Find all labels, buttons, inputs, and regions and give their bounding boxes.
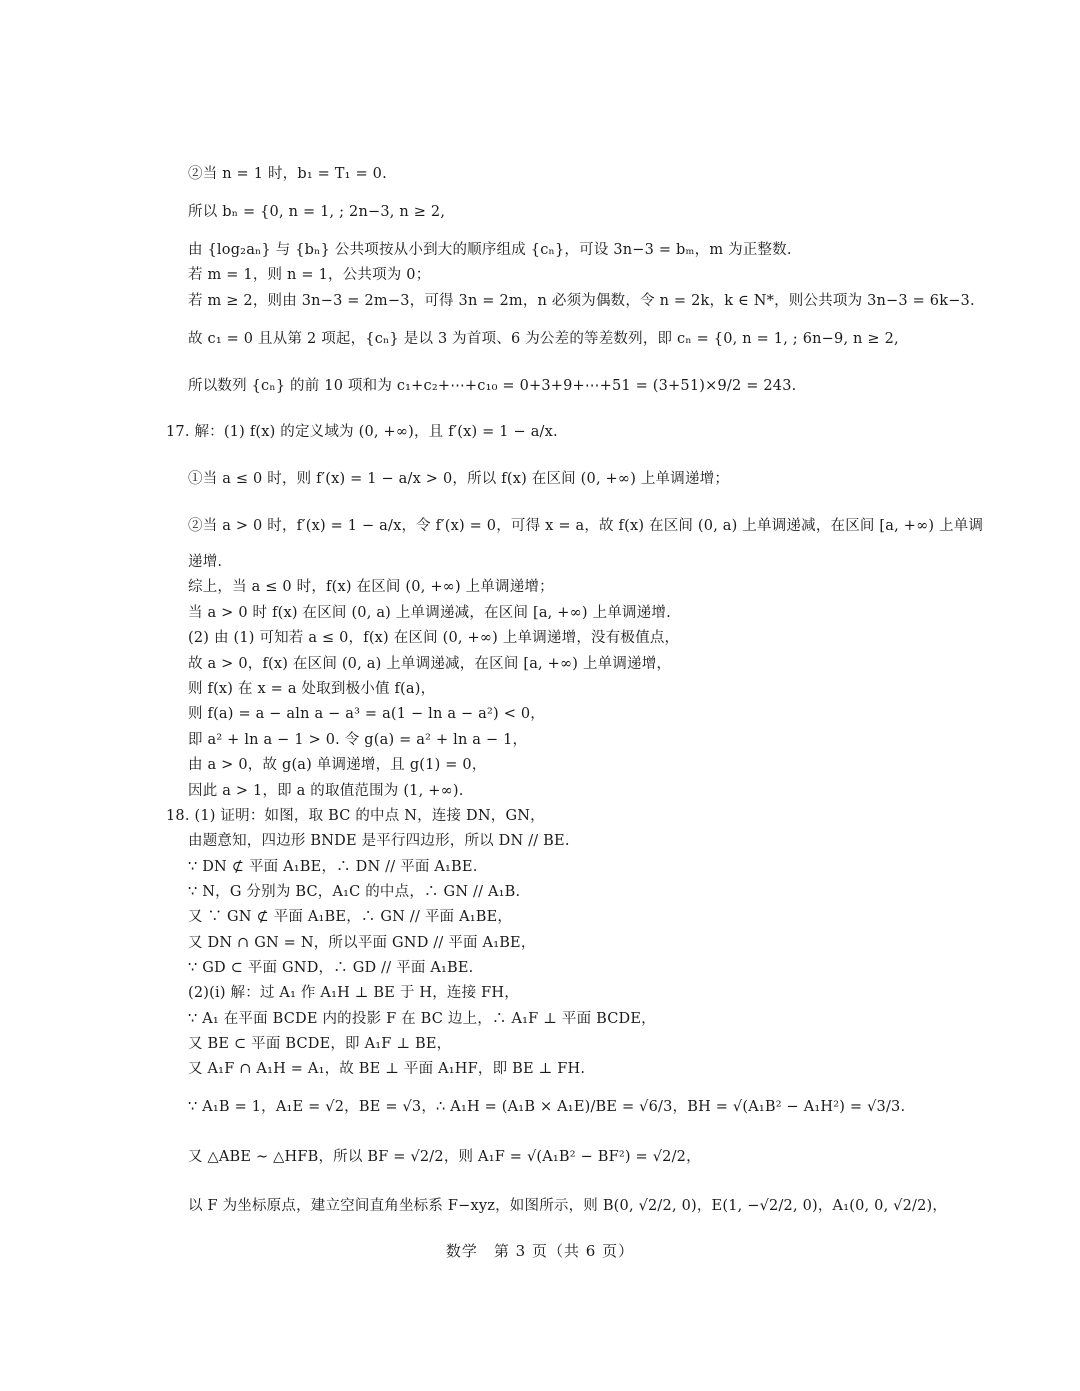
question-17-heading: 17. 解：(1) f(x) 的定义域为 (0, +∞)，且 f′(x) = 1 − a/x. (166, 424, 558, 440)
text-line: 当 a > 0 时 f(x) 在区间 (0, a) 上单调递减，在区间 [a, +∞) 上单调递增. (188, 605, 671, 621)
text-line: 以 F 为坐标原点，建立空间直角坐标系 F−xyz，如图所示，则 B(0, √2/2, 0)，E(1, −√2/2, 0)，A₁(0, 0, √2/2)， (188, 1198, 948, 1214)
text-line: 综上，当 a ≤ 0 时，f(x) 在区间 (0, +∞) 上单调递增； (188, 579, 554, 595)
text-line: 因此 a > 1，即 a 的取值范围为 (1, +∞). (188, 783, 464, 799)
text-line: 递增. (188, 554, 223, 570)
text-line: 又 BE ⊂ 平面 BCDE，即 A₁F ⊥ BE， (188, 1036, 452, 1052)
text-line: 故 a > 0，f(x) 在区间 (0, a) 上单调递减，在区间 [a, +∞) 上单调递增， (188, 656, 672, 672)
text-line: ∵ A₁ 在平面 BCDE 内的投影 F 在 BC 边上，∴ A₁F ⊥ 平面 BCDE， (188, 1011, 656, 1027)
page-footer: 数学 第 3 页（共 6 页） (445, 1242, 635, 1260)
text-line: ∵ GD ⊂ 平面 GND，∴ GD // 平面 A₁BE. (188, 960, 474, 976)
text-line: 又 ∵ GN ⊄ 平面 A₁BE，∴ GN // 平面 A₁BE， (188, 909, 513, 925)
text-line: ∵ N，G 分别为 BC，A₁C 的中点，∴ GN // A₁B. (188, 884, 521, 900)
text-line: (2)(i) 解：过 A₁ 作 A₁H ⊥ BE 于 H，连接 FH， (188, 985, 519, 1001)
text-line: 由 a > 0，故 g(a) 单调递增，且 g(1) = 0， (188, 757, 487, 773)
text-line: 则 f(a) = a − aln a − a³ = a(1 − ln a − a²) < 0， (188, 706, 545, 722)
question-18-heading: 18. (1) 证明：如图，取 BC 的中点 N，连接 DN，GN， (166, 808, 545, 824)
text-line: ∵ A₁B = 1，A₁E = √2，BE = √3，∴ A₁H = (A₁B × A₁E)/BE = √6/3，BH = √(A₁B² − A₁H²) = √3/3. (188, 1099, 906, 1115)
text-line: ①当 a ≤ 0 时，则 f′(x) = 1 − a/x > 0，所以 f(x) 在区间 (0, +∞) 上单调递增； (188, 471, 730, 487)
text-line: (2) 由 (1) 可知若 a ≤ 0，f(x) 在区间 (0, +∞) 上单调递增，没有极值点， (188, 630, 680, 646)
text-line: ∵ DN ⊄ 平面 A₁BE，∴ DN // 平面 A₁BE. (188, 859, 478, 875)
text-line: 由 {log₂aₙ} 与 {bₙ} 公共项按从小到大的顺序组成 {cₙ}，可设 3n−3 = bₘ，m 为正整数. (188, 242, 792, 258)
text-line: 若 m ≥ 2，则由 3n−3 = 2m−3，可得 3n = 2m，n 必须为偶数，令 n = 2k，k ∈ N*，则公共项为 3n−3 = 6k−3. (188, 293, 975, 309)
text-line: 若 m = 1，则 n = 1，公共项为 0； (188, 267, 431, 283)
text-line: ②当 a > 0 时，f′(x) = 1 − a/x，令 f′(x) = 0，可得 x = a，故 f(x) 在区间 (0, a) 上单调递减，在区间 [a, +∞) 上单调 (188, 518, 984, 534)
text-line: 又 DN ∩ GN = N，所以平面 GND // 平面 A₁BE， (188, 935, 536, 951)
text-line: 又 △ABE ∼ △HFB，所以 BF = √2/2，则 A₁F = √(A₁B² − BF²) = √2/2， (188, 1149, 701, 1165)
text-line: 所以数列 {cₙ} 的前 10 项和为 c₁+c₂+⋯+c₁₀ = 0+3+9+⋯+51 = (3+51)×9/2 = 243. (188, 378, 797, 394)
text-line: 故 c₁ = 0 且从第 2 项起，{cₙ} 是以 3 为首项、6 为公差的等差数列，即 cₙ = {0, n = 1, ; 6n−9, n ≥ 2, (188, 331, 899, 347)
text-line: 则 f(x) 在 x = a 处取到极小值 f(a)， (188, 681, 436, 697)
text-line: ②当 n = 1 时，b₁ = T₁ = 0. (188, 166, 387, 182)
text-line: 即 a² + ln a − 1 > 0. 令 g(a) = a² + ln a − 1， (188, 732, 528, 748)
text-line: 又 A₁F ∩ A₁H = A₁，故 BE ⊥ 平面 A₁HF，即 BE ⊥ FH. (188, 1061, 586, 1077)
text-line: 所以 bₙ = {0, n = 1, ; 2n−3, n ≥ 2, (188, 204, 446, 220)
text-line: 由题意知，四边形 BNDE 是平行四边形，所以 DN // BE. (188, 833, 570, 849)
